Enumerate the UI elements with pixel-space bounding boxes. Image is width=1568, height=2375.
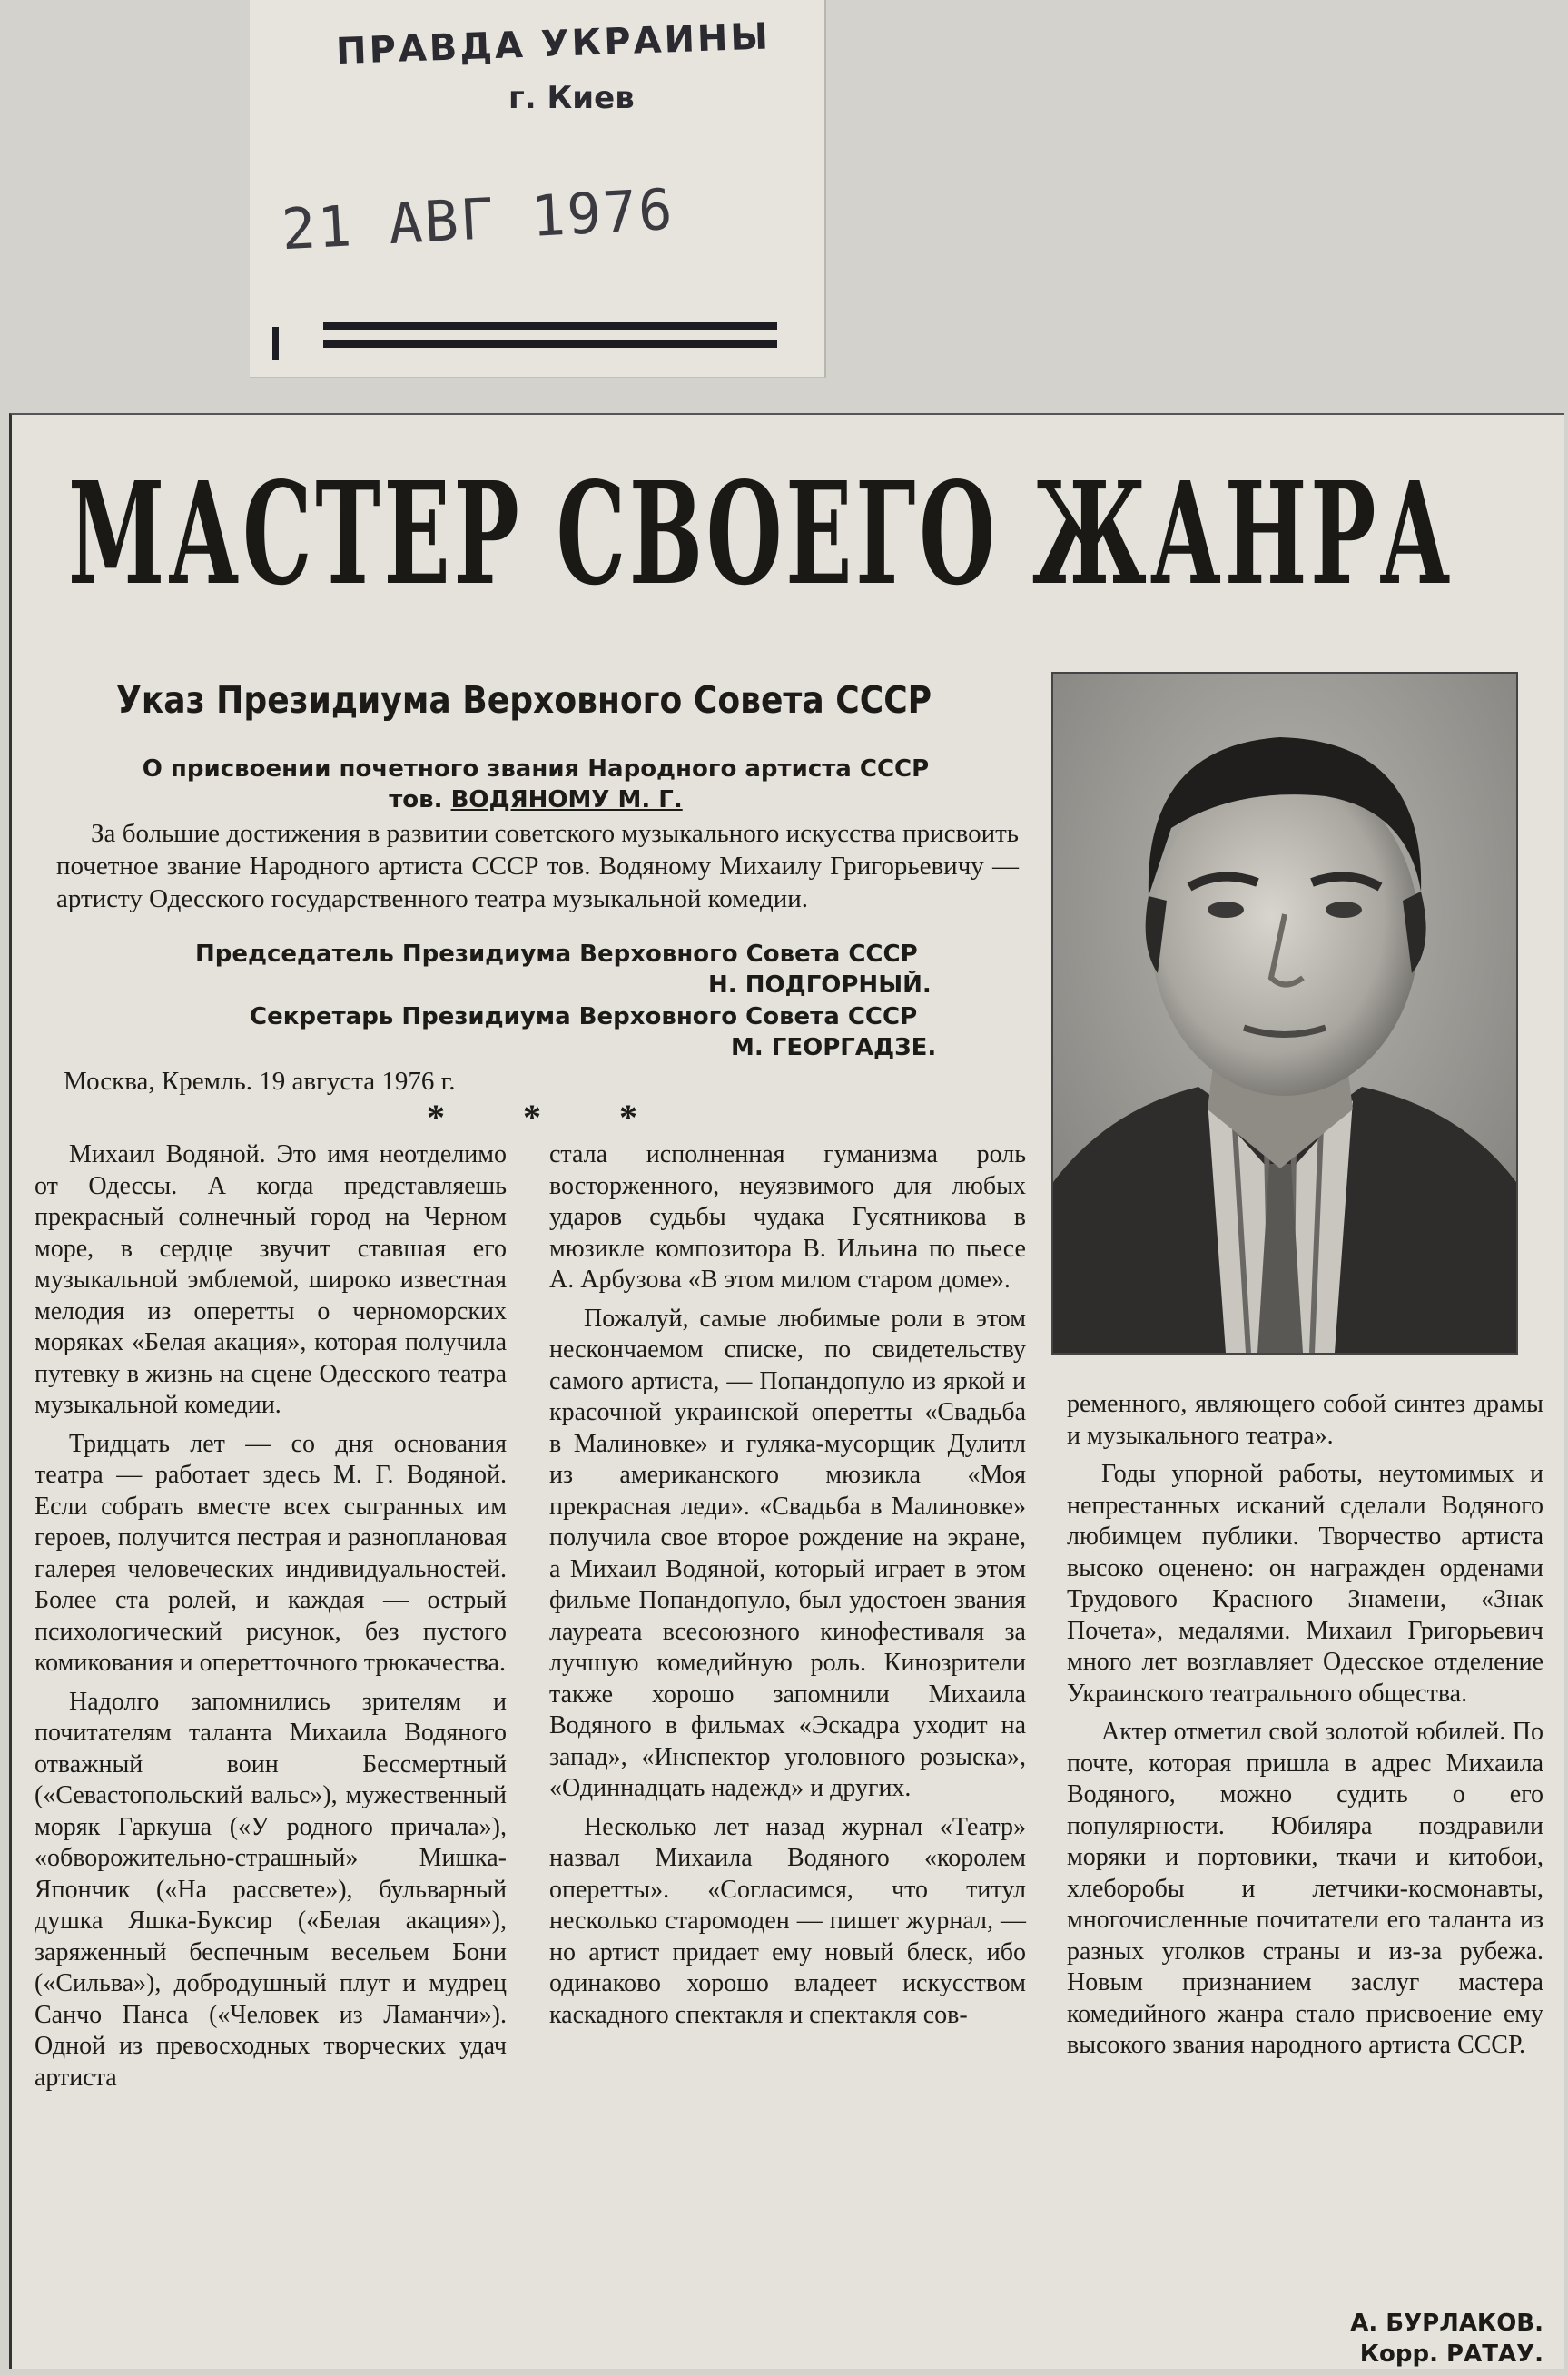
chair-title: Председатель Президиума Верховного Совета СССР <box>195 941 918 968</box>
decree-subtitle-line2 <box>77 784 994 815</box>
secretary-name: М. ГЕОРГАДЗЕ. <box>731 1034 937 1061</box>
author-signature <box>1271 2308 1543 2370</box>
stamp-bars <box>323 322 777 359</box>
article-column-2 <box>549 1139 1026 2038</box>
chair-name: Н. ПОДГОРНЫЙ. <box>708 971 932 999</box>
portrait-illustration <box>1053 674 1516 1353</box>
secretary-title: Секретарь Президиума Верховного Совета СССР <box>250 1003 918 1030</box>
author-name: А. БУРЛАКОВ. <box>1350 2310 1543 2337</box>
article-headline: МАСТЕР СВОЕГО ЖАНРА <box>68 450 1455 616</box>
stamp-city: г. Киев <box>508 80 635 116</box>
column1-paragraph-3: Надолго запомнились зрителям и почитателям таланта Михаила Водяного отважный воин Бессмертный («Севастопольский вальс»), мужественный моряк Гаркуша («У родного причала»), «обворожительно-страшный» Мишка-Япончик («На рассвете»), бульварный душка Яшка-Буксир («Белая акация»), заряженный беспечным весельем Бони («Сильва»), добродушный плут и мудрец Санчо Панса («Человек из Ламанчи»). Одной из превосходных творческих удач артиста <box>35 1687 507 2092</box>
stamp-newspaper-name: ПРАВДА УКРАИНЫ <box>335 15 772 74</box>
column3-paragraph-3: Актер отметил свой золотой юбилей. По почте, которая пришла в адрес Михаила Водяного, можно судить о его популярности. Юбиляра поздравили моряки и портовики, ткачи и китобои, хлеборобы и летчики-космонавты, многочисленные почитатели его таланта из разных уголков страны и из-за рубежа. Новым признанием заслуг мастера комедийного жанра стало присвоение ему высокого звания народного артиста СССР. <box>1067 1718 1543 2059</box>
stamp-edge-mark <box>272 327 279 360</box>
decree-body <box>56 817 1019 915</box>
column3-paragraph-1: ременного, являющего собой синтез драмы и музыкального театра». <box>1067 1390 1543 1450</box>
column3-paragraph-2: Годы упорной работы, неутомимых и непрестанных исканий сделали Водяного любимцем публики. Творчество артиста высоко оценено: он награжден орденами Трудового Красного Знамени, «Знак Почета», медалями. Михаил Григорьевич много лет возглавляет Одесское отделение Украинского театрального общества. <box>1067 1460 1543 1708</box>
decree-subtitle <box>77 754 994 815</box>
decree-title: Указ Президиума Верховного Совета СССР <box>116 678 932 722</box>
decree-subtitle-line1: О присвоении почетного звания Народного артиста СССР <box>142 755 930 783</box>
column2-paragraph-3: Несколько лет назад журнал «Театр» назвал Михаила Водяного «королем оперетты». «Согласимся, что титул несколько старомоден — пишет журнал, — но артист придает ему новый блеск, ибо одинаково хорошо владеет искусством каскадного спектакля и спектакля сов- <box>549 1812 1026 2029</box>
separator: * * * <box>427 1097 672 1138</box>
decree-subtitle-name: ВОДЯНОМУ М. Г. <box>450 786 683 813</box>
author-role: Корр. РАТАУ. <box>1359 2341 1543 2368</box>
place-date: Москва, Кремль. 19 августа 1976 г. <box>64 1067 456 1096</box>
column2-paragraph-2: Пожалуй, самые любимые роли в этом нескончаемом списке, по свидетельству самого артиста, — Попандопуло из яркой и красочной украинской оперетты «Свадьба в Малиновке» и гуляка-мусорщик Дулитл из американского мюзикла «Моя прекрасная леди». «Свадьба в Малиновке» получила свое второе рождение на экране, а Михаил Водяной, который играет в этом фильме Попандопуло, был удостоен звания лауреата всесоюзного кинофестиваля за лучшую комедийную роль. Кинозрители также хорошо запомнили Михаила Водяного в фильмах «Эскадра уходит на запад», «Инспектор уголовного розыска», «Одиннадцать надежд» и других. <box>549 1304 1026 1802</box>
decree-subtitle-prefix: тов. <box>389 786 443 813</box>
article-column-1 <box>35 1139 507 2101</box>
column2-paragraph-1: стала исполненная гуманизма роль восторженного, неуязвимого для любых ударов судьбы чудака Гусятникова в мюзикле композитора В. Ильина по пьесе А. Арбузова «В этом милом старом доме». <box>549 1140 1026 1294</box>
column1-paragraph-2: Тридцать лет — со дня основания театра — работает здесь М. Г. Водяной. Если собрать вместе всех сыгранных им героев, получится пестрая и разноплановая галерея человеческих индивидуальностей. Более ста ролей, и каждая — острый психологический рисунок, без пустого комикования и опереттoчного трюкачества. <box>35 1429 507 1677</box>
decree-text: За большие достижения в развитии советского музыкального искусства присвоить почетное звание Народного артиста СССР тов. Водяному Михаилу Григорьевичу — артисту Одесского государственного театра музыкальной комедии. <box>56 819 1019 913</box>
stamp-date: 21 АВГ 1976 <box>280 175 676 263</box>
article-column-3 <box>1067 1389 1543 2069</box>
column1-paragraph-1: Михаил Водяной. Это имя неотделимо от Одессы. А когда представляешь прекрасный солнечный город на Черном море, в сердце звучит ставшая его музыкальной эмблемой, широко известная мелодия из оперетты о черноморских моряках «Белая акация», которая получила путевку в жизнь на сцене Одесского театра музыкальной комедии. <box>35 1140 507 1419</box>
portrait-photo <box>1051 672 1518 1355</box>
